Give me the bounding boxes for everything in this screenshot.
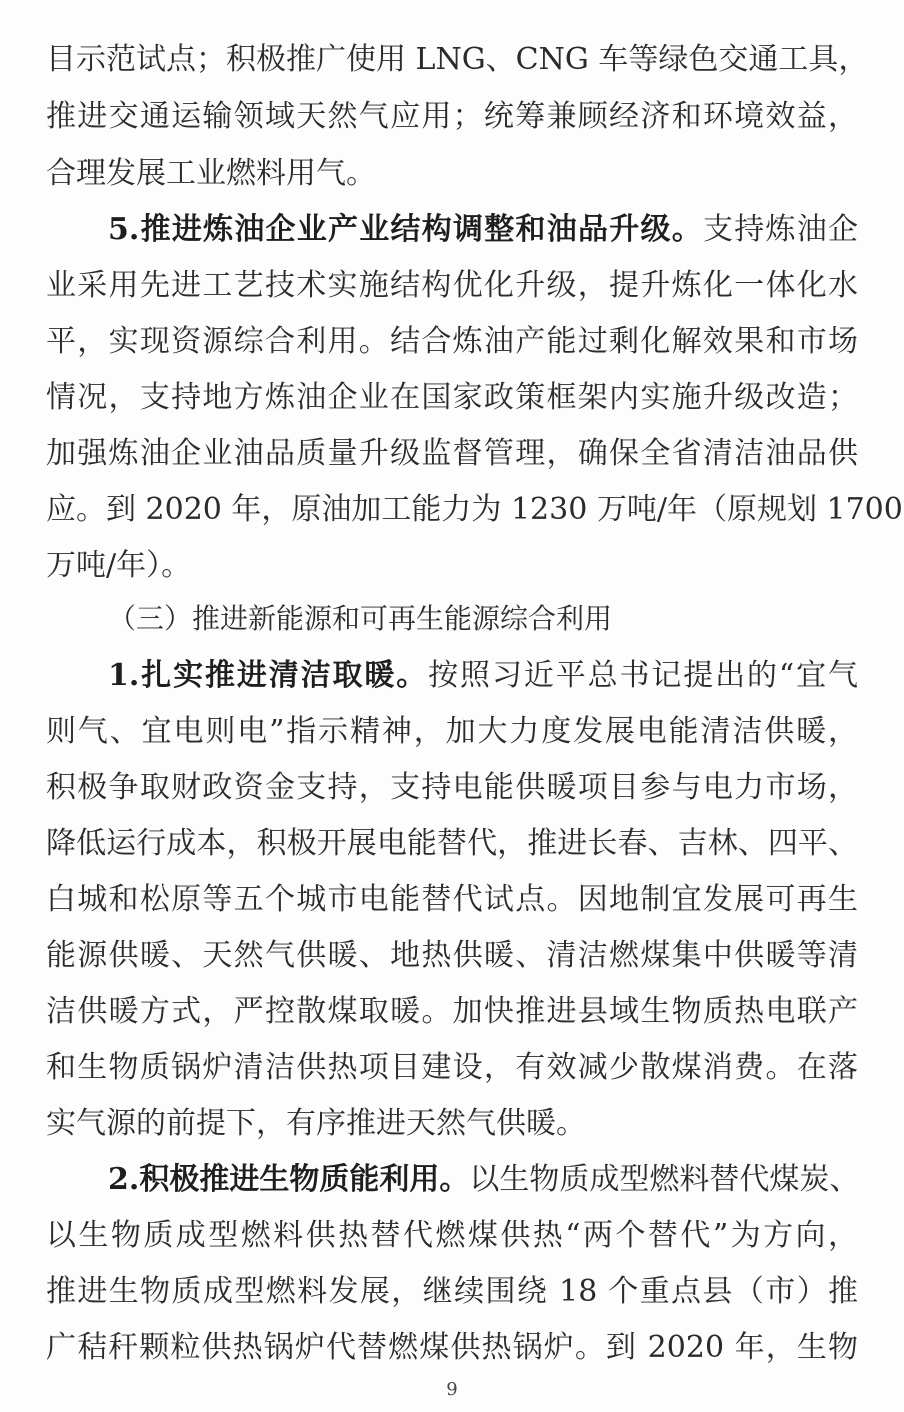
text-line: 能源供暖、天然气供暖、地热供暖、清洁燃煤集中供暖等清 [46,938,858,973]
section-heading: （三）推进新能源和可再生能源综合利用 [108,602,613,635]
text-line: 推进生物质成型燃料发展，继续围绕 18 个重点县（市）推 [46,1274,858,1309]
text-line: 则气、宜电则电”指示精神，加大力度发展电能清洁供暖， [46,714,858,749]
text-line: 洁供暖方式，严控散煤取暖。加快推进县域生物质热电联产 [46,994,858,1029]
text-line: 广秸秆颗粒供热锅炉代替燃煤供热锅炉。到 2020 年，生物 [46,1330,858,1365]
item-number: 1. [108,658,140,693]
text-line: 积极争取财政资金支持，支持电能供暖项目参与电力市场， [46,770,858,805]
text-line: 万吨/年）。 [46,548,192,583]
text-line: 实气源的前提下，有序推进天然气供暖。 [46,1106,586,1141]
item-heading: 扎实推进清洁取暖。 [139,658,429,693]
text-line: 和生物质锅炉清洁供热项目建设，有效减少散煤消费。在落 [46,1050,858,1085]
item-text: 按照习近平总书记提出的“宜气 [428,658,858,693]
item-2-line [108,1152,858,1208]
item-5-line [108,202,858,258]
text-line: 平，实现资源综合利用。结合炼油产能过剩化解效果和市场 [46,324,858,359]
text-line: 目示范试点；积极推广使用 LNG、CNG 车等绿色交通工具， [46,42,869,77]
page-number: 9 [446,1379,458,1400]
text-line: 降低运行成本，积极开展电能替代，推进长春、吉林、四平、 [46,826,858,861]
item-text: 支持炼油企 [703,212,859,247]
text-line: 业采用先进工艺技术实施结构优化升级，提升炼化一体化水 [46,268,858,303]
text-line: 推进交通运输领域天然气应用；统筹兼顾经济和环境效益， [46,99,858,134]
text-line: 加强炼油企业油品质量升级监督管理，确保全省清洁油品供 [46,436,858,471]
text-line: 情况，支持地方炼油企业在国家政策框架内实施升级改造； [46,380,858,415]
item-heading: 推进炼油企业产业结构调整和油品升级。 [139,212,704,247]
text-line: 白城和松原等五个城市电能替代试点。因地制宜发展可再生 [46,882,858,917]
text-line: 合理发展工业燃料用气。 [46,156,376,191]
item-text: 以生物质成型燃料替代煤炭、 [469,1162,860,1197]
item-number: 5. [108,212,140,247]
item-heading: 积极推进生物质能利用。 [139,1162,470,1197]
text-line: 应。到 2020 年，原油加工能力为 1230 万吨/年（原规划 1700 [46,492,903,527]
item-1-line [108,648,858,704]
text-line: 以生物质成型燃料供热替代燃煤供热“两个替代”为方向， [46,1218,858,1253]
item-number: 2. [108,1162,140,1197]
